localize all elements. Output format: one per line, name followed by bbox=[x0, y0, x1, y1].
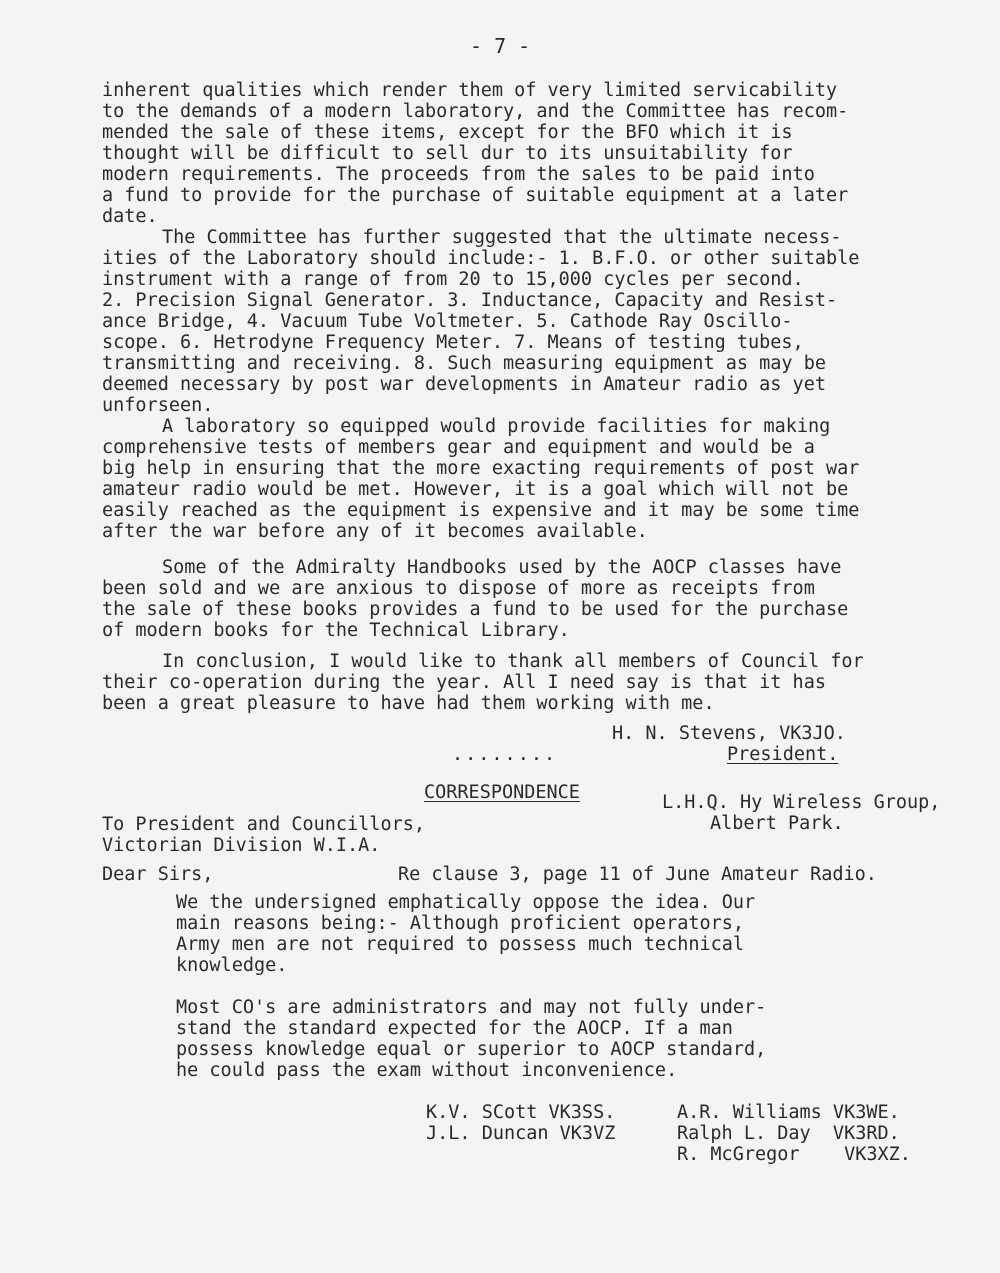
letter-para2-line: stand the standard expected for the AOCP. If a man bbox=[176, 1018, 733, 1039]
report-para3-line: big help in ensuring that the more exacting requirements of post war bbox=[102, 458, 860, 479]
signatory-right: A.R. Williams VK3WE. bbox=[677, 1102, 900, 1123]
report-para1-line: a fund to provide for the purchase of suitable equipment at a later bbox=[102, 185, 849, 206]
report-para4-line: of modern books for the Technical Library. bbox=[102, 620, 570, 641]
report-para5-line: been a great pleasure to have had them working with me. bbox=[102, 693, 715, 714]
report-para3-line: after the war before any of it becomes available. bbox=[102, 521, 648, 542]
correspondence-heading: CORRESPONDENCE bbox=[424, 782, 580, 803]
letter-para1-line: Army men are not required to possess much technical bbox=[176, 934, 745, 955]
report-para2-line: deemed necessary by post war developments in Amateur radio as yet bbox=[102, 374, 826, 395]
report-para2-line: transmitting and receiving. 8. Such measuring equipment as may be bbox=[102, 353, 826, 374]
letter-para2-line: possess knowledge equal or superior to AOCP standard, bbox=[176, 1039, 767, 1060]
letter-subject: Re clause 3, page 11 of June Amateur Radio. bbox=[398, 864, 877, 885]
report-para1-line: inherent qualities which render them of very limited servicability bbox=[102, 80, 838, 101]
section-separator: ........ bbox=[452, 744, 558, 765]
report-para2-line: scope. 6. Hetrodyne Frequency Meter. 7. Means of testing tubes, bbox=[102, 332, 804, 353]
letter-para2-line: Most CO's are administrators and may not fully under- bbox=[176, 997, 767, 1018]
report-para2-line: ities of the Laboratory should include:- 1. B.F.O. or other suitable bbox=[102, 248, 860, 269]
signatory-right: Ralph L. Day VK3RD. bbox=[677, 1123, 900, 1144]
letter-para1-line: main reasons being:- Although proficient operators, bbox=[176, 913, 745, 934]
report-para3-line: easily reached as the equipment is expensive and it may be some time bbox=[102, 500, 860, 521]
signatory-left: J.L. Duncan VK3VZ bbox=[426, 1123, 616, 1144]
report-para2-line: The Committee has further suggested that the ultimate necess- bbox=[162, 227, 842, 248]
signatory-right: R. McGregor VK3XZ. bbox=[677, 1144, 911, 1165]
report-para4-line: been sold and we are anxious to dispose of more as receipts from bbox=[102, 578, 815, 599]
report-para1-line: date. bbox=[102, 206, 158, 227]
report-signature-name: H. N. Stevens, VK3JO. bbox=[612, 723, 846, 744]
report-para5-line: In conclusion, I would like to thank all members of Council for bbox=[162, 651, 864, 672]
report-para1-line: modern requirements. The proceeds from the sales to be paid into bbox=[102, 164, 815, 185]
letter-para2-line: he could pass the exam without inconvenience. bbox=[176, 1060, 678, 1081]
addressee-line2: Victorian Division W.I.A. bbox=[102, 835, 381, 856]
report-para2-line: 2. Precision Signal Generator. 3. Inductance, Capacity and Resist- bbox=[102, 290, 838, 311]
letter-para1-line: knowledge. bbox=[176, 955, 288, 976]
signatory-left: K.V. SCott VK3SS. bbox=[426, 1102, 616, 1123]
report-para2-line: instrument with a range of from 20 to 15,000 cycles per second. bbox=[102, 269, 804, 290]
report-para3-line: A laboratory so equipped would provide facilities for making bbox=[162, 416, 831, 437]
report-para1-line: to the demands of a modern laboratory, and the Committee has recom- bbox=[102, 101, 849, 122]
salutation: Dear Sirs, bbox=[102, 864, 214, 885]
report-para3-line: amateur radio would be met. However, it is a goal which will not be bbox=[102, 479, 849, 500]
report-para2-line: unforseen. bbox=[102, 395, 214, 416]
letter-para1-line: We the undersigned emphatically oppose the idea. Our bbox=[176, 892, 756, 913]
report-para2-line: ance Bridge, 4. Vacuum Tube Voltmeter. 5. Cathode Ray Oscillo- bbox=[102, 311, 793, 332]
sender-address-line2: Albert Park. bbox=[710, 813, 844, 834]
report-para1-line: thought will be difficult to sell dur to its unsuitability for bbox=[102, 143, 793, 164]
report-para1-line: mended the sale of these items, except for the BFO which it is bbox=[102, 122, 793, 143]
report-para4-line: the sale of these books provides a fund to be used for the purchase bbox=[102, 599, 849, 620]
addressee-line1: To President and Councillors, bbox=[102, 814, 426, 835]
page-number: - 7 - bbox=[470, 34, 531, 58]
report-signature-title: President. bbox=[727, 744, 839, 765]
report-para3-line: comprehensive tests of members gear and equipment and would be a bbox=[102, 437, 815, 458]
report-para5-line: their co-operation during the year. All I need say is that it has bbox=[102, 672, 826, 693]
sender-address-line1: L.H.Q. Hy Wireless Group, bbox=[662, 792, 941, 813]
report-para4-line: Some of the Admiralty Handbooks used by the AOCP classes have bbox=[162, 557, 842, 578]
